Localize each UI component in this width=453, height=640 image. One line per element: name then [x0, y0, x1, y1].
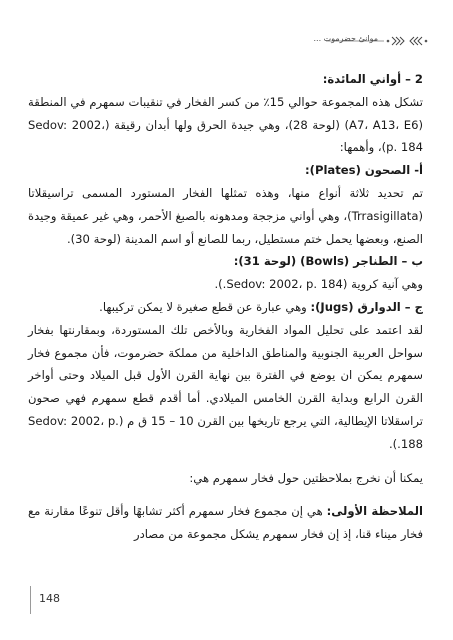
paragraph-tableware: تشكل هذه المجموعة حوالي 15٪ من كسر الفخار في تنقيبات سمهرم في المنطقة (A7، A13، E6) (لوحة 28)، وهي جيدة الحرق ولها أبدان رقيقة (Sedov: 2002، p. 184)، وأهمها: — [28, 94, 423, 155]
paragraph-bowls: وهي آنية كروية (Sedov: 2002، p. 184.). — [214, 277, 423, 292]
paragraph-first-observation — [28, 500, 423, 546]
paragraph-observations-intro: يمكنا أن نخرج بملاحظتين حول فخار سمهرم هي: — [189, 470, 423, 485]
paragraph-dating: لقد اعتمد على تحليل المواد الفخارية وبالأخص تلك المستوردة، وبمقارنتها بفخار سواحل العربية الجنوبية والمناطق الداخلية من مملكة حضرموت، فأن مجموع فخار سمهرم يمكن ان يوضع في الفترة بين نهاية القرن الأول قبل الميلاد وحتى أواخر القرن الرابع وبداية القرن الخامس الميلادي. أما أقدم قطع سمهرم فهي صحون تراسقلاتا الإيطالية، التي يرجع تاريخها بين القرن 10 – 15 ق م (Sedov: 2002، p. 188.). — [28, 322, 423, 451]
subheading-plates: أ- الصحون (Plates): — [305, 163, 423, 178]
running-header — [30, 30, 423, 54]
running-header-title: موانئ حضرموت ... — [313, 34, 378, 43]
jugs-text: وهي عبارة عن قطع صغيرة لا يمكن تركيبها. — [99, 299, 311, 314]
first-observation-label: الملاحظة الأولى: — [326, 504, 423, 519]
paragraph-plates: تم تحديد ثلاثة أنواع منها، وهذه تمثلها الفخار المستورد المسمى تراسيقلاتا (Trrasigillata)، وهي أواني مزججة ومدهونه بالصبغ الأحمر، وهي غير عميقة وجيدة الصنع، وبعضها يحمل ختم مستطيل، ربما للصانع أو اسم المدينة (لوحة 30). — [28, 185, 423, 246]
paragraph-jugs — [28, 296, 423, 319]
footer-rule — [30, 586, 31, 614]
page-number: 148 — [39, 592, 60, 605]
first-observation-text: هي إن مجموع فخار سمهرم أكثر تشابهًا وأقل تنوعًا مقارنة مع فخار ميناء قنا، إذ إن فخار سمهرم يشكل مجموعة من مصادر — [28, 504, 423, 542]
body-text — [28, 68, 423, 546]
section-heading-tableware: 2 – أواني المائدة: — [322, 72, 423, 86]
page-footer — [30, 586, 90, 614]
subheading-jugs: ج – الدوارق (Jugs): — [310, 299, 423, 314]
subheading-bowls: ب – الطناجر (Bowls) (لوحة 31): — [233, 254, 423, 269]
